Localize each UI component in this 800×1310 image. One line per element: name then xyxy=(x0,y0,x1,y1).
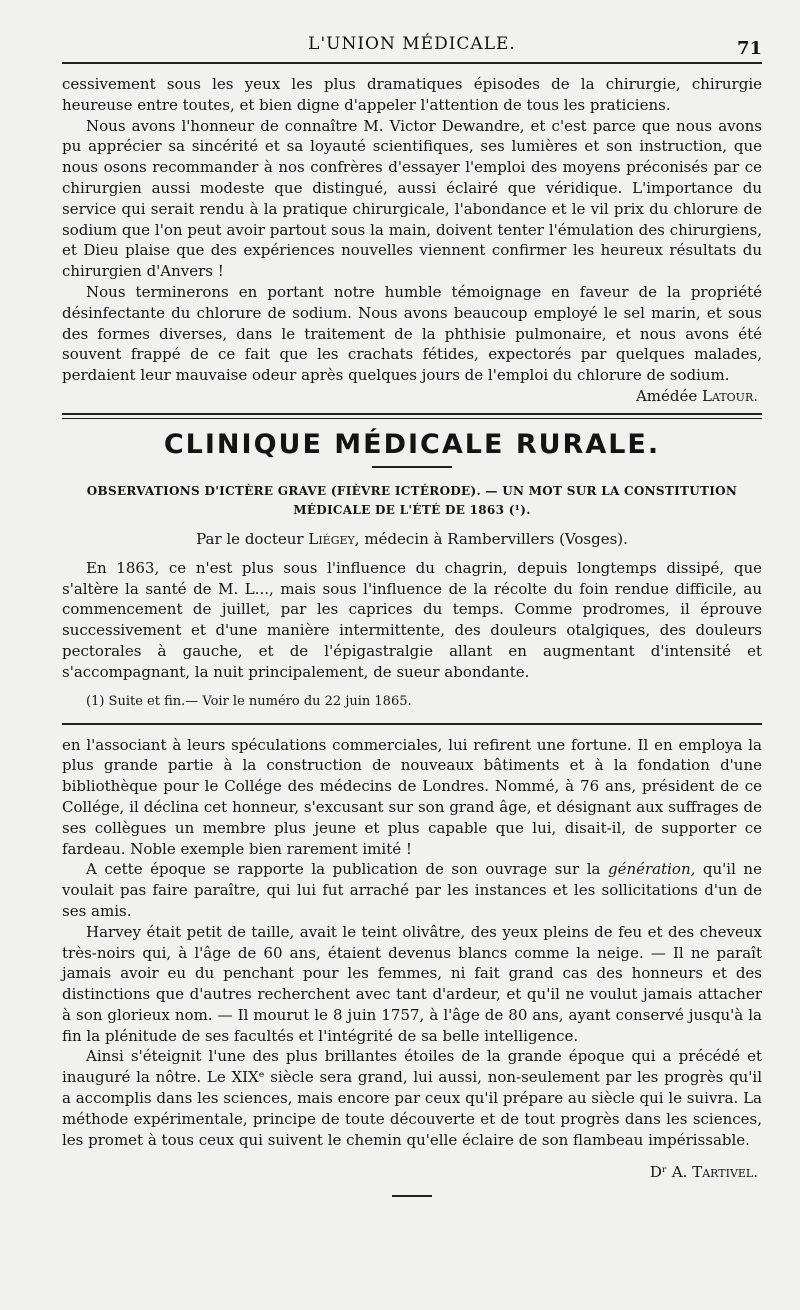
paragraph-text: qu'il ne voulait pas faire paraître, qui lui fut arraché par les instances et les sollicitations d'un de ses amis. xyxy=(62,860,762,920)
author-prefix: Par le docteur xyxy=(196,529,304,548)
footnote: (1) Suite et fin.— Voir le numéro du 22 juin 1865. xyxy=(86,693,412,709)
section-title: CLINIQUE MÉDICALE RURALE. xyxy=(163,428,661,460)
paragraph: Nous avons l'honneur de connaître M. Victor Dewandre, et c'est parce que nous avons pu apprécier sa sincérité et sa loyauté scientifiques, ses lumières et son instruction, que nous osons recommander à nos confrères d'essayer l'emploi des moyens préconisés par ce chirurgien aussi modeste que distingué, aussi éclairé que véridique. L'importance du service qui serait rendu à la pratique chirurgicale, l'abondance et le vil prix du chlorure de sodium que l'on peut avoir partout sous la main, doivent tenter l'émulation des chirurgiens, et Dieu plaise que des expériences nouvelles viennent confirmer les heureux résultats du chirurgien d'Anvers ! xyxy=(62,116,762,281)
signature-first-name: Dʳ A. xyxy=(649,1163,688,1182)
italic-term: génération, xyxy=(607,860,696,879)
paragraph: cessivement sous les yeux les plus dramatiques épisodes de la chirurgie, chirurgie heureuse entre toutes, et bien digne d'appeler l'attention de tous les praticiens. xyxy=(62,75,762,114)
signature-last-name: Latour. xyxy=(702,386,758,405)
article-continuation xyxy=(62,74,762,407)
paragraph: En 1863, ce n'est plus sous l'influence du chagrin, depuis longtemps dissipé, que s'altère la santé de M. L..., mais sous l'influence de la récolte du foin rendue difficile, au commencement de juillet, par les caprices du temps. Comme prodromes, il éprouve successivement et d'une manière intermittente, des douleurs otalgiques, des douleurs pectorales à gauche, et de l'épigastralgie allant en augmentant d'intensité et s'accompagnant, la nuit principalement, de sueur abondante. xyxy=(62,558,762,681)
journal-title: L'UNION MÉDICALE. xyxy=(308,34,516,54)
paragraph: Nous terminerons en portant notre humble témoignage en faveur de la propriété désinfectante du chlorure de sodium. Nous avons beaucoup employé le sel marin, et sous des formes diverses, dans le traitement de la phthisie pulmonaire, et nous avons été souvent frappé de ce fait que les crachats fétides, expectorés par quelques malades, perdaient leur mauvaise odeur après quelques jours de l'emploi du chlorure de sodium. xyxy=(62,282,762,385)
paragraph: en l'associant à leurs spéculations commerciales, lui refirent une fortune. Il en employa la plus grande partie à la construction de nouveaux bâtiments et à la fondation d'une bibliothèque pour le Collége des médecins de Londres. Nommé, à 76 ans, président de ce Collége, il déclina cet honneur, s'excusant sur son grand âge, et désignant aux suffrages de ses collègues un membre plus jeune et plus capable que lui, disait-il, de supporter ce fardeau. Noble exemple bien rarement imité ! xyxy=(62,735,762,858)
paragraph xyxy=(62,859,762,921)
paragraph-text: A cette époque se rapporte la publication de son ouvrage sur la xyxy=(86,860,601,879)
signature-last-name: Tartivel. xyxy=(692,1163,758,1182)
signature-first-name: Amédée xyxy=(635,386,698,405)
clinique-section xyxy=(62,429,762,711)
title-rule xyxy=(372,466,452,468)
feuilleton-section xyxy=(62,735,762,1198)
end-rule xyxy=(392,1195,432,1197)
author-name: Liégey xyxy=(308,529,355,548)
author-signature xyxy=(62,1162,762,1183)
paragraph: Ainsi s'éteignit l'une des plus brillantes étoiles de la grande époque qui a précédé et inauguré la nôtre. Le XIXᵉ siècle sera grand, lui aussi, non-seulement par les progrès qu'il a accomplis dans les sciences, mais encore par ceux qu'il prépare au siècle qui le suivra. La méthode expérimentale, principe de toute découverte et de tout progrès dans les sciences, les promet à tous ceux qui suivent le chemin qu'elle éclaire de son flambeau impérissable. xyxy=(62,1047,762,1149)
section-divider xyxy=(62,413,762,419)
feuilleton-divider xyxy=(62,723,762,725)
author-line xyxy=(62,530,762,548)
running-header xyxy=(62,34,762,64)
paragraph: Harvey était petit de taille, avait le teint olivâtre, des yeux pleins de feu et des cheveux très-noirs qui, à l'âge de 60 ans, étaient devenus blancs comme la neige. — Il ne paraît jamais avoir eu du penchant pour les femmes, ni fait grand cas des honneurs et des distinctions que d'autres recherchent avec tant d'ardeur, et qu'il ne voulut jamais attacher à son glorieux nom. — Il mourut le 8 juin 1757, à l'âge de 80 ans, ayant conservé jusqu'à la fin la plénitude de ses facultés et l'intégrité de sa belle intelligence. xyxy=(62,922,762,1045)
author-signature xyxy=(62,386,762,407)
author-suffix: , médecin à Rambervillers (Vosges). xyxy=(354,529,628,548)
article-heading: OBSERVATIONS D'ICTÈRE GRAVE (FIÈVRE ICTÉRODE). — UN MOT SUR LA CONSTITUTION MÉDICALE DE L'ÉTÉ DE 1863 (¹). xyxy=(86,483,738,517)
page-number: 71 xyxy=(736,38,762,59)
